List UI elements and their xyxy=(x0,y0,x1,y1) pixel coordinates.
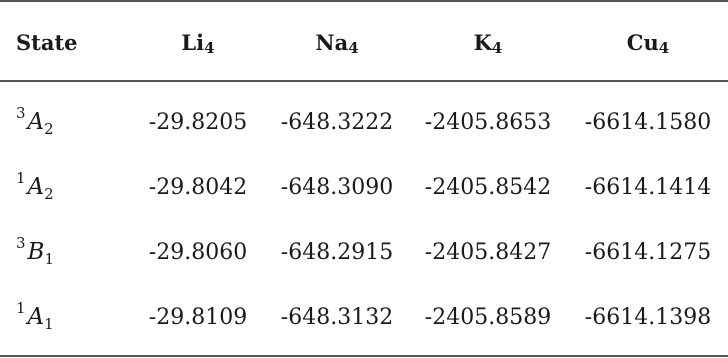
header-cu4-base: Cu xyxy=(626,29,659,55)
state-index: 1 xyxy=(44,250,54,268)
state-symmetry: A xyxy=(27,174,45,200)
header-cu4 xyxy=(576,12,720,72)
table-top-rule xyxy=(0,0,728,2)
header-li4 xyxy=(136,12,260,72)
li4-value: -29.8042 xyxy=(148,174,248,200)
na4-value: -648.2915 xyxy=(280,239,394,265)
state-cell xyxy=(16,222,136,282)
table-row xyxy=(0,92,728,152)
state-multiplicity: 3 xyxy=(16,234,26,252)
state-cell xyxy=(16,287,136,347)
header-k4-sub: 4 xyxy=(491,39,503,57)
k4-value: -2405.8589 xyxy=(424,304,552,330)
k4-value: -2405.8542 xyxy=(424,174,552,200)
table-header-rule xyxy=(0,80,728,82)
state-multiplicity: 1 xyxy=(16,299,26,317)
header-k4 xyxy=(414,12,562,72)
state-multiplicity: 1 xyxy=(16,169,26,187)
header-na4 xyxy=(272,12,402,72)
state-index: 2 xyxy=(44,185,54,203)
na4-value: -648.3132 xyxy=(280,304,394,330)
li4-value: -29.8060 xyxy=(148,239,248,265)
state-cell xyxy=(16,157,136,217)
state-index: 2 xyxy=(44,120,54,138)
cu4-value: -6614.1275 xyxy=(584,239,712,265)
state-cell xyxy=(16,92,136,152)
k4-value: -2405.8653 xyxy=(424,109,552,135)
table-row xyxy=(0,157,728,217)
li4-value: -29.8109 xyxy=(148,304,248,330)
header-na4-base: Na xyxy=(315,29,349,55)
table-header-row xyxy=(0,12,728,72)
header-li4-base: Li xyxy=(181,29,205,55)
state-multiplicity: 3 xyxy=(16,104,26,122)
header-cu4-sub: 4 xyxy=(658,39,670,57)
header-li4-sub: 4 xyxy=(204,39,215,57)
table-row xyxy=(0,287,728,347)
state-symmetry: A xyxy=(27,304,45,330)
cu4-value: -6614.1414 xyxy=(584,174,712,200)
header-k4-base: K xyxy=(473,29,492,55)
k4-value: -2405.8427 xyxy=(424,239,552,265)
state-symmetry: B xyxy=(27,239,45,265)
cu4-value: -6614.1580 xyxy=(584,109,712,135)
header-state xyxy=(16,12,136,72)
header-state-label: State xyxy=(16,29,78,55)
cu4-value: -6614.1398 xyxy=(584,304,712,330)
na4-value: -648.3090 xyxy=(280,174,394,200)
state-index: 1 xyxy=(44,315,54,333)
table-bottom-rule xyxy=(0,355,728,357)
table-row xyxy=(0,222,728,282)
li4-value: -29.8205 xyxy=(148,109,248,135)
header-na4-sub: 4 xyxy=(348,39,359,57)
state-symmetry: A xyxy=(27,109,45,135)
na4-value: -648.3222 xyxy=(280,109,394,135)
